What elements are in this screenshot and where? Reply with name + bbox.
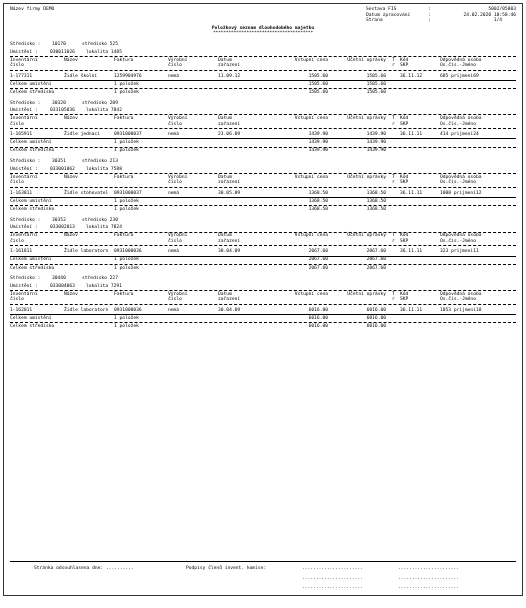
total-centre-count: 1 položek <box>114 265 139 271</box>
table-row <box>10 249 516 255</box>
col-serial-2: číslo <box>168 63 182 69</box>
total-centre-depr: 6016.00 <box>366 324 386 330</box>
col-code: Kód <box>400 116 409 122</box>
total-location-label: Celkem umístění <box>10 140 52 146</box>
total-location-count: 1 položek <box>114 315 139 321</box>
col-code-2: SKP <box>400 180 409 186</box>
col-price: Vstupní cena <box>294 233 328 239</box>
location-label: Umístění : <box>10 108 38 114</box>
centre-row <box>10 101 516 107</box>
col-serial-2: číslo <box>168 238 182 244</box>
col-inv-2: číslo <box>10 63 24 69</box>
col-price: Vstupní cena <box>294 174 328 180</box>
col-type-2: r <box>392 297 395 303</box>
total-centre-depr: 1505.60 <box>366 89 386 95</box>
location-code: 033002013 <box>50 225 75 231</box>
column-header-row-2 <box>10 122 516 128</box>
col-type: T <box>392 57 395 63</box>
col-type: T <box>392 116 395 122</box>
location-name: lokalita 7291 <box>86 283 122 289</box>
location-row <box>10 167 516 173</box>
column-header-row-2 <box>10 297 516 303</box>
report-label: Sestava FIS <box>366 7 397 12</box>
item-code: 36.11.11 <box>400 307 423 313</box>
total-centre-price: 1439.90 <box>308 148 328 154</box>
total-location-row <box>10 140 516 146</box>
total-location-price: 1368.50 <box>308 198 328 204</box>
location-row <box>10 108 516 114</box>
col-serial: Výrobní <box>168 233 188 239</box>
total-location-price: 1505.60 <box>308 81 328 87</box>
col-date: Datum <box>218 291 232 297</box>
location-row <box>10 225 516 231</box>
col-date-2: zařazení <box>218 63 241 69</box>
total-centre-count: 1 položek <box>114 89 139 95</box>
centre-name: středisko 227 <box>82 276 118 282</box>
col-serial: Výrobní <box>168 291 188 297</box>
total-location-price: 1439.90 <box>308 140 328 146</box>
item-depr: 1368.50 <box>366 190 386 196</box>
col-inv-2: číslo <box>10 297 24 303</box>
processed-value: 24.02.2020 10:58:46 <box>463 12 516 18</box>
col-inv: Inventární <box>10 291 38 297</box>
total-centre-count: 1 položek <box>114 148 139 154</box>
table-row <box>10 191 516 197</box>
item-serial: nemá <box>168 249 180 255</box>
signature-line: ...................... <box>302 575 363 581</box>
item-date: 30.04.09 <box>218 249 241 255</box>
centre-row <box>10 218 516 224</box>
item-name: Židle jednací <box>64 132 100 138</box>
col-resp-2: Os.čís.-Jméno <box>440 238 476 244</box>
col-resp: Odpovědná osoba <box>440 57 482 63</box>
table-row <box>10 308 516 314</box>
col-date: Datum <box>218 57 232 63</box>
col-name: Název <box>64 233 78 239</box>
header-row-2: Datum zpracování : 24.02.2020 10:58:46 <box>366 12 516 18</box>
footer-separator <box>10 561 516 562</box>
col-date-2: zařazení <box>218 238 241 244</box>
col-type-2: r <box>392 238 395 244</box>
signature-line: ...................... <box>398 585 459 591</box>
item-inv: 1-161811 <box>10 249 33 255</box>
col-date: Datum <box>218 233 232 239</box>
total-centre-depr: 1368.50 <box>366 206 386 212</box>
signature-line: ...................... <box>302 585 363 591</box>
item-resp: 323 prijmeni11 <box>440 249 479 255</box>
item-depr: 1505.60 <box>366 73 386 79</box>
location-name: lokalita 7824 <box>86 225 122 231</box>
processed-label: Datum zpracování <box>366 12 411 18</box>
item-depr: 2067.60 <box>366 249 386 255</box>
col-inv-2: číslo <box>10 180 24 186</box>
centre-name: středisko 525 <box>82 41 118 47</box>
total-centre-price: 1368.50 <box>308 206 328 212</box>
col-serial: Výrobní <box>168 174 188 180</box>
col-inv-2: číslo <box>10 238 24 244</box>
col-depr: Účetní oprávky <box>347 174 386 180</box>
col-serial-2: číslo <box>168 180 182 186</box>
item-code: 36.11.11 <box>400 249 423 255</box>
header-row-1: Název firmy DEMO Sestava FIS : 5002/05803 <box>10 7 516 12</box>
centre-label: Středisko : <box>10 276 41 282</box>
centre-name: středisko 213 <box>82 159 118 165</box>
location-label: Umístění : <box>10 283 38 289</box>
total-centre-price: 6016.00 <box>308 324 328 330</box>
total-location-label: Celkem umístění <box>10 198 52 204</box>
col-depr: Účetní oprávky <box>347 291 386 297</box>
item-resp: 414 prijmeni24 <box>440 132 479 138</box>
centre-code: 30352 <box>52 217 66 223</box>
total-location-count: 1 položek <box>114 140 139 146</box>
col-code: Kód <box>400 233 409 239</box>
col-code: Kód <box>400 174 409 180</box>
col-price: Vstupní cena <box>294 291 328 297</box>
item-inv: 1-165911 <box>10 132 33 138</box>
item-name: Židle laboratorn <box>64 249 109 255</box>
total-centre-label: Celkem středisko <box>10 206 55 212</box>
total-centre-price: 2067.60 <box>308 265 328 271</box>
centre-row <box>10 276 516 282</box>
col-resp: Odpovědná osoba <box>440 174 482 180</box>
col-resp: Odpovědná osoba <box>440 116 482 122</box>
item-resp: 1053 prijmeni18 <box>440 307 482 313</box>
total-location-price: 2067.60 <box>308 257 328 263</box>
centre-label: Středisko : <box>10 100 41 106</box>
item-price: 1368.50 <box>308 190 328 196</box>
total-centre-count: 1 položek <box>114 206 139 212</box>
total-location-row <box>10 257 516 263</box>
page-label: Strana <box>366 18 383 24</box>
col-code-2: SKP <box>400 238 409 244</box>
footer <box>10 561 516 591</box>
col-inv-2: číslo <box>10 121 24 127</box>
column-header-row-2 <box>10 63 516 69</box>
item-serial: nemá <box>168 73 180 79</box>
column-header-row-2 <box>10 180 516 186</box>
total-location-count: 1 položek <box>114 81 139 87</box>
item-name: Židle stohovatel <box>64 190 109 196</box>
total-centre-depr: 2067.60 <box>366 265 386 271</box>
col-date-2: zařazení <box>218 297 241 303</box>
total-location-row <box>10 316 516 322</box>
signature-line: ...................... <box>398 575 459 581</box>
col-code-2: SKP <box>400 63 409 69</box>
total-location-depr: 1368.50 <box>366 198 386 204</box>
location-label: Umístění : <box>10 225 38 231</box>
centre-label: Středisko : <box>10 217 41 223</box>
total-location-count: 1 položek <box>114 257 139 263</box>
col-inv: Inventární <box>10 57 38 63</box>
total-centre-label: Celkem středisko <box>10 324 55 330</box>
col-price: Vstupní cena <box>294 116 328 122</box>
total-location-label: Celkem umístění <box>10 81 52 87</box>
col-resp-2: Os.čís.-Jméno <box>440 297 476 303</box>
col-code-2: SKP <box>400 297 409 303</box>
col-name: Název <box>64 57 78 63</box>
item-serial: nemá <box>168 132 180 138</box>
col-date-2: zařazení <box>218 121 241 127</box>
total-location-price: 6016.00 <box>308 315 328 321</box>
location-name: lokalita 7588 <box>86 166 122 172</box>
item-date: 30.04.09 <box>218 307 241 313</box>
item-depr: 1439.90 <box>366 132 386 138</box>
col-resp-2: Os.čís.-Jméno <box>440 121 476 127</box>
total-centre-row <box>10 90 516 96</box>
page-value: 1/4 <box>493 18 502 24</box>
report-code: 5002/05803 <box>488 7 516 12</box>
report-title: Položkový seznam dlouhodobého majetku <box>211 25 315 31</box>
total-centre-depr: 1439.90 <box>366 148 386 154</box>
centre-row <box>10 159 516 165</box>
item-code: 36.11.11 <box>400 132 423 138</box>
col-serial-2: číslo <box>168 297 182 303</box>
item-date: 23.06.09 <box>218 132 241 138</box>
col-type-2: r <box>392 63 395 69</box>
location-row <box>10 50 516 56</box>
footer-row-1 <box>10 566 516 572</box>
approved-label: Stránka odsouhlasena dne: .......... <box>34 566 134 572</box>
total-centre-row <box>10 207 516 213</box>
item-price: 2067.60 <box>308 249 328 255</box>
col-date: Datum <box>218 174 232 180</box>
col-invoice: Faktura <box>114 174 134 180</box>
col-price: Vstupní cena <box>294 57 328 63</box>
signature-line: ...................... <box>302 566 363 572</box>
col-inv: Inventární <box>10 174 38 180</box>
item-invoice: 0931000036 <box>114 307 142 313</box>
item-date: 30.05.09 <box>218 190 241 196</box>
location-row <box>10 284 516 290</box>
col-serial: Výrobní <box>168 116 188 122</box>
item-invoice: 0931000037 <box>114 132 142 138</box>
col-resp-2: Os.čís.-Jméno <box>440 180 476 186</box>
item-serial: nemá <box>168 307 180 313</box>
col-name: Název <box>64 174 78 180</box>
total-location-label: Celkem umístění <box>10 257 52 263</box>
total-location-depr: 1505.60 <box>366 81 386 87</box>
item-invoice: 1259904976 <box>114 73 142 79</box>
total-centre-label: Celkem středisko <box>10 265 55 271</box>
item-depr: 6016.00 <box>366 307 386 313</box>
item-resp: 685 prijmeni69 <box>440 73 479 79</box>
col-resp: Odpovědná osoba <box>440 291 482 297</box>
col-type-2: r <box>392 121 395 127</box>
report-page <box>3 3 523 596</box>
footer-row-3 <box>10 585 516 591</box>
col-code: Kód <box>400 291 409 297</box>
total-centre-row <box>10 324 516 330</box>
table-row <box>10 74 516 80</box>
total-centre-price: 1505.60 <box>308 89 328 95</box>
col-invoice: Faktura <box>114 116 134 122</box>
col-invoice: Faktura <box>114 57 134 63</box>
col-invoice: Faktura <box>114 291 134 297</box>
total-location-depr: 1439.90 <box>366 140 386 146</box>
report-body <box>10 37 516 330</box>
location-code: 033004063 <box>50 283 75 289</box>
column-header-row-2 <box>10 239 516 245</box>
item-inv: 1-162011 <box>10 307 33 313</box>
centre-name: středisko 230 <box>82 217 118 223</box>
col-inv: Inventární <box>10 233 38 239</box>
col-type: T <box>392 174 395 180</box>
col-depr: Účetní oprávky <box>347 233 386 239</box>
total-centre-count: 1 položek <box>114 324 139 330</box>
item-invoice: 0931000037 <box>114 190 142 196</box>
centre-code: 30351 <box>52 159 66 165</box>
item-price: 1505.60 <box>308 73 328 79</box>
col-invoice: Faktura <box>114 233 134 239</box>
col-serial: Výrobní <box>168 57 188 63</box>
col-depr: Účetní oprávky <box>347 57 386 63</box>
col-type: T <box>392 291 395 297</box>
col-depr: Účetní oprávky <box>347 116 386 122</box>
centre-label: Středisko : <box>10 41 41 47</box>
total-location-row <box>10 82 516 88</box>
signatures-label: Podpisy členů invent. komise: <box>186 566 267 572</box>
total-centre-label: Celkem středisko <box>10 148 55 154</box>
item-name: Židle laboratorn <box>64 307 109 313</box>
item-price: 6016.00 <box>308 307 328 313</box>
centre-label: Středisko : <box>10 159 41 165</box>
report-title-underline: *************************************** <box>212 31 314 37</box>
location-label: Umístění : <box>10 166 38 172</box>
centre-code: 30440 <box>52 276 66 282</box>
centre-code: 30320 <box>52 100 66 106</box>
item-date: 11.09.12 <box>218 73 241 79</box>
total-location-row <box>10 199 516 205</box>
company-name: Název firmy DEMO <box>10 7 55 12</box>
total-location-depr: 6016.00 <box>366 315 386 321</box>
col-resp: Odpovědná osoba <box>440 233 482 239</box>
location-code: 033105036 <box>50 108 75 114</box>
col-code-2: SKP <box>400 121 409 127</box>
total-centre-row <box>10 266 516 272</box>
col-date: Datum <box>218 116 232 122</box>
signature-line: ...................... <box>398 566 459 572</box>
col-name: Název <box>64 116 78 122</box>
item-inv: 1-177311 <box>10 73 33 79</box>
item-invoice: 0931000036 <box>114 249 142 255</box>
table-row <box>10 132 516 138</box>
item-resp: 1008 prijmeni12 <box>440 190 482 196</box>
location-name: lokalita 1485 <box>86 49 122 55</box>
col-code: Kód <box>400 57 409 63</box>
col-resp-2: Os.čís.-Jméno <box>440 63 476 69</box>
total-location-label: Celkem umístění <box>10 315 52 321</box>
item-code: 36.11.12 <box>400 73 423 79</box>
item-inv: 1-163811 <box>10 190 33 196</box>
total-centre-label: Celkem středisko <box>10 89 55 95</box>
total-location-depr: 2067.60 <box>366 257 386 263</box>
footer-row-2 <box>10 576 516 582</box>
item-name: Židle školní <box>64 73 98 79</box>
col-serial-2: číslo <box>168 121 182 127</box>
centre-name: středisko 209 <box>82 100 118 106</box>
col-inv: Inventární <box>10 116 38 122</box>
item-price: 1439.90 <box>308 132 328 138</box>
location-code: 033001062 <box>50 166 75 172</box>
location-label: Umístění : <box>10 49 38 55</box>
header-row-3: Strana : 1/4 <box>366 18 502 24</box>
location-code: 030011026 <box>50 49 75 55</box>
col-type: T <box>392 233 395 239</box>
col-name: Název <box>64 291 78 297</box>
total-location-count: 1 položek <box>114 198 139 204</box>
item-code: 36.11.11 <box>400 190 423 196</box>
centre-code: 10170 <box>52 41 66 47</box>
location-name: lokalita 7842 <box>86 108 122 114</box>
col-date-2: zařazení <box>218 180 241 186</box>
total-centre-row <box>10 148 516 154</box>
centre-row <box>10 42 516 48</box>
col-type-2: r <box>392 180 395 186</box>
item-serial: nemá <box>168 190 180 196</box>
